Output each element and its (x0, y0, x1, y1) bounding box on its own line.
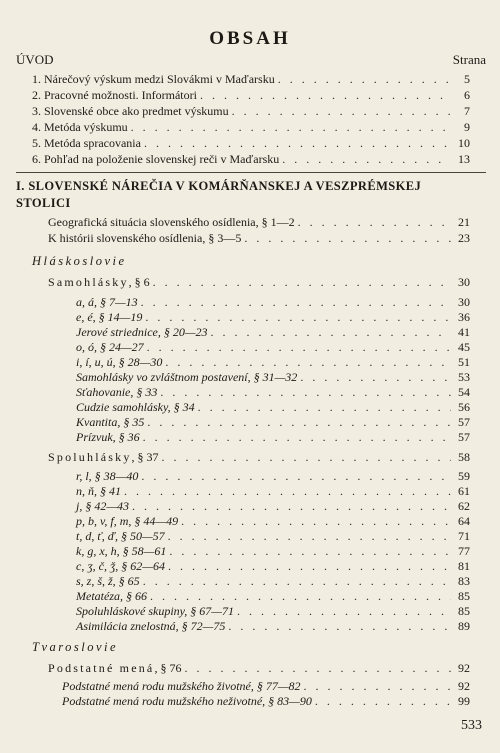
dot-leader (131, 119, 451, 135)
dot-leader (282, 151, 451, 167)
toc-entry (76, 399, 470, 415)
toc-entry (76, 429, 470, 445)
toc-entry (76, 483, 470, 499)
entry-page: 85 (458, 604, 470, 618)
entry-page: 54 (458, 385, 470, 399)
dot-leader (144, 135, 451, 151)
entry-page: 92 (458, 679, 470, 693)
dot-leader (141, 294, 451, 310)
dot-leader (168, 558, 451, 574)
toc-entry (76, 294, 470, 310)
toc-entry (48, 214, 470, 230)
entry-label: Spoluhláskové skupiny, § 67—71 (76, 604, 234, 618)
dot-leader (198, 399, 451, 415)
toc-entry (32, 103, 470, 119)
toc-entry (32, 151, 470, 167)
entry-page: 30 (458, 275, 470, 289)
entry-label: a, á, § 7—13 (76, 295, 138, 309)
toc-entry (76, 543, 470, 559)
dot-leader (232, 103, 451, 119)
section-heading: Tvaroslovie (32, 640, 119, 654)
entry-label: i, í, u, ú, § 28—30 (76, 355, 163, 369)
entry-label: k, g, x, h, § 58—61 (76, 544, 167, 558)
entry-label: Metatéza, § 66 (76, 589, 147, 603)
entry-page: 10 (458, 136, 470, 150)
subsection-paragraph: , § 76 (154, 661, 182, 675)
subsection-label: Samohlásky (48, 275, 129, 289)
dot-leader (298, 214, 451, 230)
toc-entry (32, 119, 470, 135)
dot-leader (315, 693, 451, 709)
toc-entry (32, 87, 470, 103)
entry-label: t, d, ť, ď, § 50—57 (76, 529, 165, 543)
entry-label: o, ó, § 24—27 (76, 340, 144, 354)
entry-page: 7 (464, 104, 470, 118)
entry-page: 64 (458, 514, 470, 528)
entry-page: 85 (458, 589, 470, 603)
dot-leader (132, 498, 451, 514)
entry-page: 62 (458, 499, 470, 513)
entry-label: s, z, š, ž, § 65 (76, 574, 140, 588)
entry-label: 6. Pohľad na položenie slovenskej reči v Maďarsku (32, 152, 280, 166)
entry-label: Asimilácia znelostná, § 72—75 (76, 619, 226, 633)
toc-entry (76, 354, 470, 370)
entry-label: 2. Pracovné možnosti. Informátori (32, 88, 197, 102)
entry-label: Kvantita, § 35 (76, 415, 145, 429)
dot-leader (141, 468, 451, 484)
dot-leader (153, 274, 451, 290)
part-heading: I. SLOVENSKÉ NÁREČIA V KOMÁRŇANSKEJ A VESZPRÉMSKEJ STOLICI (16, 179, 422, 210)
dot-leader (143, 429, 451, 445)
section-heading: Hláskoslovie (32, 254, 127, 268)
section-divider (16, 172, 486, 173)
dot-leader (181, 513, 451, 529)
dot-leader (147, 414, 451, 430)
strana-label: Strana (452, 52, 486, 67)
entry-page: 23 (458, 231, 470, 245)
entry-page: 71 (458, 529, 470, 543)
toc-subsection (48, 449, 470, 465)
entry-label: 5. Metóda spracovania (32, 136, 141, 150)
toc-entry (76, 384, 470, 400)
entry-label: 3. Slovenské obce ako predmet výskumu (32, 104, 229, 118)
subsection-paragraph: , § 6 (128, 275, 150, 289)
entry-page: 89 (458, 619, 470, 633)
dot-leader (228, 618, 451, 634)
entry-page: 92 (458, 661, 470, 675)
dot-leader (304, 678, 451, 694)
dot-leader (150, 588, 451, 604)
page-number: 533 (461, 718, 482, 733)
toc-entry (32, 135, 470, 151)
subsection-paragraph: , § 37 (131, 450, 159, 464)
entry-label: Jerové striednice, § 20—23 (76, 325, 208, 339)
entry-page: 21 (458, 215, 470, 229)
entry-page: 81 (458, 559, 470, 573)
dot-leader (237, 603, 451, 619)
entry-page: 99 (458, 694, 470, 708)
dot-leader (244, 230, 451, 246)
entry-page: 51 (458, 355, 470, 369)
toc-entry (62, 693, 470, 709)
toc-entry (76, 528, 470, 544)
dot-leader (147, 339, 451, 355)
dot-leader (300, 369, 451, 385)
toc-entry (76, 588, 470, 604)
dot-leader (169, 543, 451, 559)
entry-label: Sťahovanie, § 33 (76, 385, 158, 399)
entry-page: 57 (458, 430, 470, 444)
toc-entry (76, 309, 470, 325)
dot-leader (145, 309, 451, 325)
entry-page: 36 (458, 310, 470, 324)
entry-page: 45 (458, 340, 470, 354)
toc-entry (76, 573, 470, 589)
dot-leader (165, 354, 451, 370)
entry-label: e, é, § 14—19 (76, 310, 143, 324)
toc-entry (76, 558, 470, 574)
subsection-label: Spoluhlásky (48, 450, 132, 464)
entry-label: Podstatné mená rodu mužského životné, § 77—82 (62, 679, 301, 693)
entry-label: n, ň, § 41 (76, 484, 121, 498)
entry-label: 1. Nárečový výskum medzi Slovákmi v Maďarsku (32, 72, 275, 86)
entry-page: 77 (458, 544, 470, 558)
entry-label: j, § 42—43 (76, 499, 130, 513)
toc-subsection (48, 274, 470, 290)
subsection-label: Podstatné mená (48, 661, 155, 675)
dot-leader (168, 528, 451, 544)
toc-entry (76, 603, 470, 619)
entry-page: 13 (458, 152, 470, 166)
entry-page: 58 (458, 450, 470, 464)
entry-page: 6 (464, 88, 470, 102)
toc-entry (76, 369, 470, 385)
entry-label: Geografická situácia slovenského osídlenia, § 1—2 (48, 215, 295, 229)
entry-page: 5 (464, 72, 470, 86)
entry-page: 41 (458, 325, 470, 339)
toc-entry (76, 618, 470, 634)
dot-leader (200, 87, 451, 103)
toc-entry (48, 230, 470, 246)
dot-leader (211, 324, 451, 340)
entry-page: 57 (458, 415, 470, 429)
toc-entry (76, 414, 470, 430)
toc-entry (32, 71, 470, 87)
entry-page: 61 (458, 484, 470, 498)
dot-leader (162, 449, 451, 465)
entry-label: K histórii slovenského osídlenia, § 3—5 (48, 231, 242, 245)
entry-page: 30 (458, 295, 470, 309)
dot-leader (124, 483, 451, 499)
toc-entry (76, 498, 470, 514)
entry-label: Cudzie samohlásky, § 34 (76, 400, 195, 414)
dot-leader (160, 384, 451, 400)
dot-leader (278, 71, 451, 87)
uvod-heading: ÚVOD (16, 52, 54, 67)
page-title: OBSAH (209, 28, 291, 49)
entry-label: Podstatné mená rodu mužského neživotné, § 83—90 (62, 694, 312, 708)
toc-entry (76, 339, 470, 355)
entry-label: p, b, v, f, m, § 44—49 (76, 514, 179, 528)
toc-entry (62, 678, 470, 694)
toc-entry (76, 513, 470, 529)
entry-page: 53 (458, 370, 470, 384)
entry-page: 59 (458, 469, 470, 483)
entry-page: 83 (458, 574, 470, 588)
entry-label: r, l, § 38—40 (76, 469, 139, 483)
entry-page: 56 (458, 400, 470, 414)
entry-label: 4. Metóda výskumu (32, 120, 128, 134)
toc-entry (76, 324, 470, 340)
entry-label: c, ʒ, č, ǯ, § 62—64 (76, 559, 165, 573)
toc-subsection (48, 660, 470, 676)
dot-leader (184, 660, 451, 676)
entry-label: Prízvuk, § 36 (76, 430, 140, 444)
entry-page: 9 (464, 120, 470, 134)
dot-leader (143, 573, 451, 589)
entry-label: Samohlásky vo zvláštnom postavení, § 31—32 (76, 370, 298, 384)
toc-entry (76, 468, 470, 484)
